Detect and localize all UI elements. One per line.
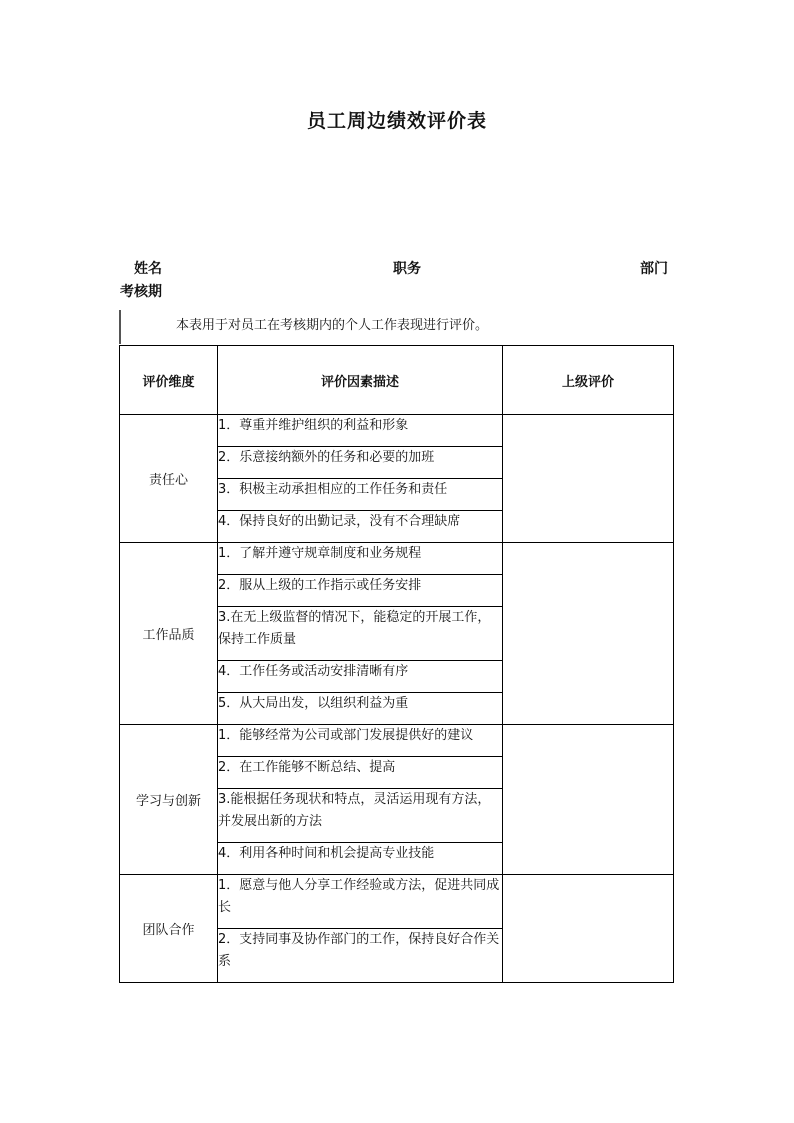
page-title: 员工周边绩效评价表 [306,110,487,132]
dimension-responsibility: 责任心 [120,415,218,543]
factor-cell: 2．乐意接纳额外的任务和必要的加班 [218,447,503,479]
factor-cell: 2．支持同事及协作部门的工作，保持良好合作关系 [218,929,503,983]
rating-cell-responsibility[interactable] [503,415,674,543]
factor-cell: 5．从大局出发，以组织利益为重 [218,693,503,725]
dimension-learning-innovation: 学习与创新 [120,725,218,875]
factor-cell: 4．保持良好的出勤记录，没有不合理缺席 [218,511,503,543]
table-row [120,543,674,575]
factor-cell: 3.能根据任务现状和特点，灵活运用现有方法，并发展出新的方法 [218,789,503,843]
name-label: 姓名 [134,261,162,277]
factor-cell: 3．积极主动承担相应的工作任务和责任 [218,479,503,511]
intro-margin-bar [119,310,121,344]
factor-cell: 1．尊重并维护组织的利益和形象 [218,415,503,447]
factor-cell: 2．在工作能够不断总结、提高 [218,757,503,789]
factor-cell: 3.在无上级监督的情况下，能稳定的开展工作，保持工作质量 [218,607,503,661]
table-row [120,725,674,757]
factor-cell: 1．能够经常为公司或部门发展提供好的建议 [218,725,503,757]
rating-cell-work-quality[interactable] [503,543,674,725]
header-factor-description: 评价因素描述 [218,346,503,415]
intro-text: 本表用于对员工在考核期内的个人工作表现进行评价。 [176,318,489,333]
dimension-work-quality: 工作品质 [120,543,218,725]
evaluation-table [119,345,674,983]
header-dimension: 评价维度 [120,346,218,415]
rating-cell-teamwork[interactable] [503,875,674,983]
period-label: 考核期 [120,284,162,300]
department-label: 部门 [640,261,668,277]
table-row [120,415,674,447]
factor-cell: 2．服从上级的工作指示或任务安排 [218,575,503,607]
header-supervisor-rating: 上级评价 [503,346,674,415]
factor-cell: 4．工作任务或活动安排清晰有序 [218,661,503,693]
dimension-teamwork: 团队合作 [120,875,218,983]
rating-cell-learning-innovation[interactable] [503,725,674,875]
factor-cell: 1．了解并遵守规章制度和业务规程 [218,543,503,575]
table-row [120,875,674,929]
table-header-row [120,346,674,415]
factor-cell: 4．利用各种时间和机会提高专业技能 [218,843,503,875]
factor-cell: 1．愿意与他人分享工作经验或方法，促进共同成长 [218,875,503,929]
position-label: 职务 [393,261,421,277]
